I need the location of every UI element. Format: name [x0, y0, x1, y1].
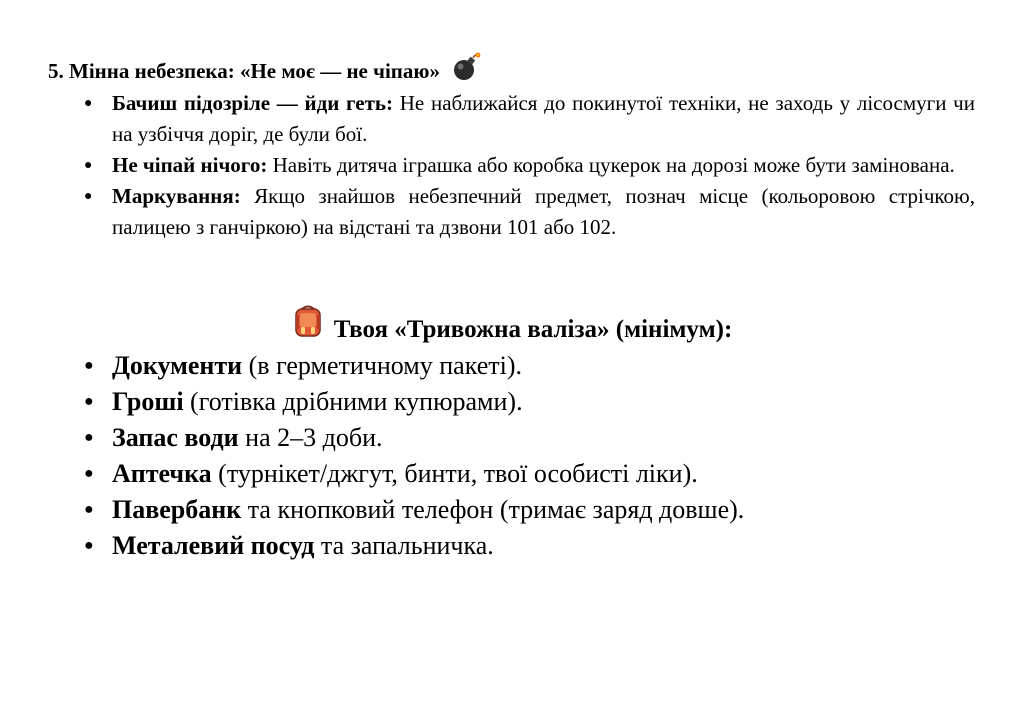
- list-item: [78, 384, 978, 420]
- bullet-icon: ●: [84, 537, 94, 554]
- mine-safety-list: [78, 88, 975, 243]
- list-item: [78, 456, 978, 492]
- list-item: [78, 150, 975, 181]
- list-item: [78, 181, 975, 243]
- backpack-icon: [292, 305, 324, 352]
- section-heading-emergency-kit: [0, 310, 1024, 352]
- list-item: [78, 420, 978, 456]
- list-item: [78, 88, 975, 150]
- bomb-icon: [451, 52, 481, 90]
- section-heading-text: 5. Мінна небезпека: «Не моє — не чіпаю»: [48, 59, 440, 83]
- bullet-icon: ●: [84, 96, 93, 111]
- item-bold-label: Документи: [112, 351, 243, 380]
- item-text: Не наближайся до покинутої техніки, не заходь у лісосмуги чи на узбіччя доріг, де були бої.: [112, 91, 975, 146]
- item-bold-label: Металевий посуд: [112, 531, 315, 560]
- item-bold-label: Павербанк: [112, 495, 242, 524]
- emergency-kit-list: [78, 348, 978, 564]
- bullet-icon: ●: [84, 429, 94, 446]
- list-item: [78, 492, 978, 528]
- item-text: та запальничка.: [314, 531, 494, 560]
- item-bold-label: Не чіпай нічого:: [112, 153, 268, 177]
- bullet-icon: ●: [84, 501, 94, 518]
- bullet-icon: ●: [84, 465, 94, 482]
- item-text: Якщо знайшов небезпечний предмет, познач місце (кольоровою стрічкою, палицею з ганчіркою) на відстані та дзвони 101 або 102.: [112, 184, 975, 239]
- item-bold-label: Маркування:: [112, 184, 241, 208]
- list-item: [78, 528, 978, 564]
- item-bold-label: Аптечка: [112, 459, 212, 488]
- bullet-icon: ●: [84, 393, 94, 410]
- item-text: (в герметичному пакеті).: [242, 351, 522, 380]
- section-heading-text: Твоя «Тривожна валіза» (мінімум):: [333, 316, 733, 343]
- item-text: та кнопковий телефон (тримає заряд довше).: [241, 495, 745, 524]
- bullet-icon: ●: [84, 158, 93, 173]
- item-bold-label: Запас води: [112, 423, 239, 452]
- item-text: на 2–3 доби.: [238, 423, 383, 452]
- bullet-icon: ●: [84, 189, 93, 204]
- bullet-icon: ●: [84, 357, 94, 374]
- section-heading-mine-danger: [48, 56, 481, 90]
- item-text: (готівка дрібними купюрами).: [183, 387, 523, 416]
- item-bold-label: Бачиш підозріле — йди геть:: [112, 91, 394, 115]
- item-text: (турнікет/джгут, бинти, твої особисті ліки).: [211, 459, 698, 488]
- list-item: [78, 348, 978, 384]
- item-text: Навіть дитяча іграшка або коробка цукерок на дорозі може бути замінована.: [267, 153, 955, 177]
- item-bold-label: Гроші: [112, 387, 184, 416]
